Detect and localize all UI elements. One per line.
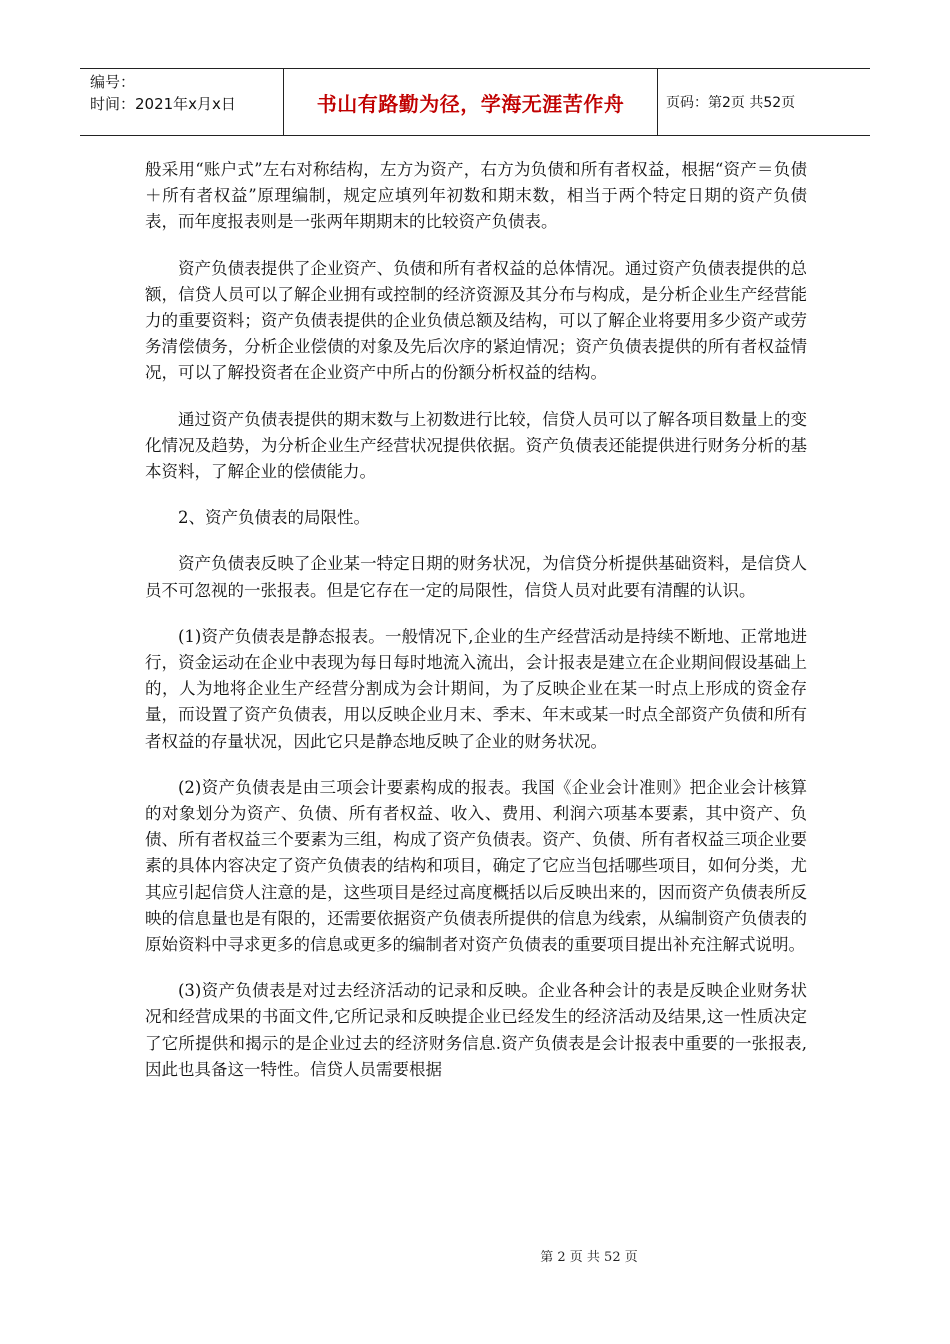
page-footer: 第 2 页 共 52 页 — [540, 1250, 638, 1265]
body-paragraph: 资产负债表提供了企业资产、负债和所有者权益的总体情况。通过资产负债表提供的总额，信贷人员可以了解企业拥有或控制的经济资源及其分布与构成，是分析企业生产经营能力的重要资料；资产负债表提供的企业负债总额及结构，可以了解企业将要用多少资产或劳务清偿债务，分析企业偿债的对象及先后次序的紧迫情况；资产负债表提供的所有者权益情况，可以了解投资者在企业资产中所占的份额分析权益的结构。 — [145, 258, 807, 383]
header-meta — [80, 69, 284, 135]
body-paragraph: (2)资产负债表是由三项会计要素构成的报表。我国《企业会计准则》把企业会计核算的对象划分为资产、负债、所有者权益、收入、费用、利润六项基本要素，其中资产、负债、所有者权益三个要素为三组，构成了资产负债表。资产、负债、所有者权益三项企业要素的具体内容决定了资产负债表的结构和项目，确定了它应当包括哪些项目，如何分类，尤其应引起信贷人注意的是，这些项目是经过高度概括以后反映出来的，因而资产负债表所反映的信息量也是有限的，还需要依据资产负债表所提供的信息为线索，从编制资产负债表的原始资料中寻求更多的信息或更多的编制者对资产负债表的重要项目提出补充注解式说明。 — [145, 777, 807, 955]
section-heading: 2、资产负债表的局限性。 — [178, 508, 370, 528]
document-body — [145, 157, 807, 1103]
header-page-number: 页码：第2页 共52页 — [666, 95, 796, 111]
body-paragraph: (1)资产负债表是静态报表。一般情况下,企业的生产经营活动是持续不断地、正常地进行，资金运动在企业中表现为每日每时地流入流出，会计报表是建立在企业期间假设基础上的，人为地将企业生产经营分割成为会计期间，为了反映企业在某一时点上形成的资金存量，而设置了资产负债表，用以反映企业月末、季末、年末或某一时点全部资产负债和所有者权益的存量状况，因此它只是静态地反映了企业的财务状况。 — [145, 626, 807, 751]
body-paragraph: 资产负债表反映了企业某一特定日期的财务状况，为信贷分析提供基础资料，是信贷人员不可忽视的一张报表。但是它存在一定的局限性，信贷人员对此要有清醒的认识。 — [145, 554, 807, 600]
body-paragraph: (3)资产负债表是对过去经济活动的记录和反映。企业各种会计的表是反映企业财务状况和经营成果的书面文件,它所记录和反映提企业已经发生的经济活动及结果,这一性质决定了它所提供和揭示的是企业过去的经济财务信息.资产负债表是会计报表中重要的一张报表,因此也具备这一特性。信贷人员需要根据 — [145, 981, 807, 1079]
body-paragraph: 般采用“账户式”左右对称结构，左方为资产，右方为负债和所有者权益，根据“资产＝负债＋所有者权益”原理编制，规定应填列年初数和期末数，相当于两个特定日期的资产负债表，而年度报表则是一张两年期期末的比较资产负债表。 — [145, 160, 807, 232]
header-motto: 书山有路勤为径，学海无涯苦作舟 — [284, 69, 658, 135]
document-number-label: 编号： — [90, 73, 136, 91]
page-header — [80, 68, 870, 136]
document-time-label: 时间：2021年x月x日 — [90, 95, 236, 113]
body-paragraph: 通过资产负债表提供的期末数与上初数进行比较，信贷人员可以了解各项目数量上的变化情况及趋势，为分析企业生产经营状况提供依据。资产负债表还能提供进行财务分析的基本资料，了解企业的偿债能力。 — [145, 409, 807, 482]
